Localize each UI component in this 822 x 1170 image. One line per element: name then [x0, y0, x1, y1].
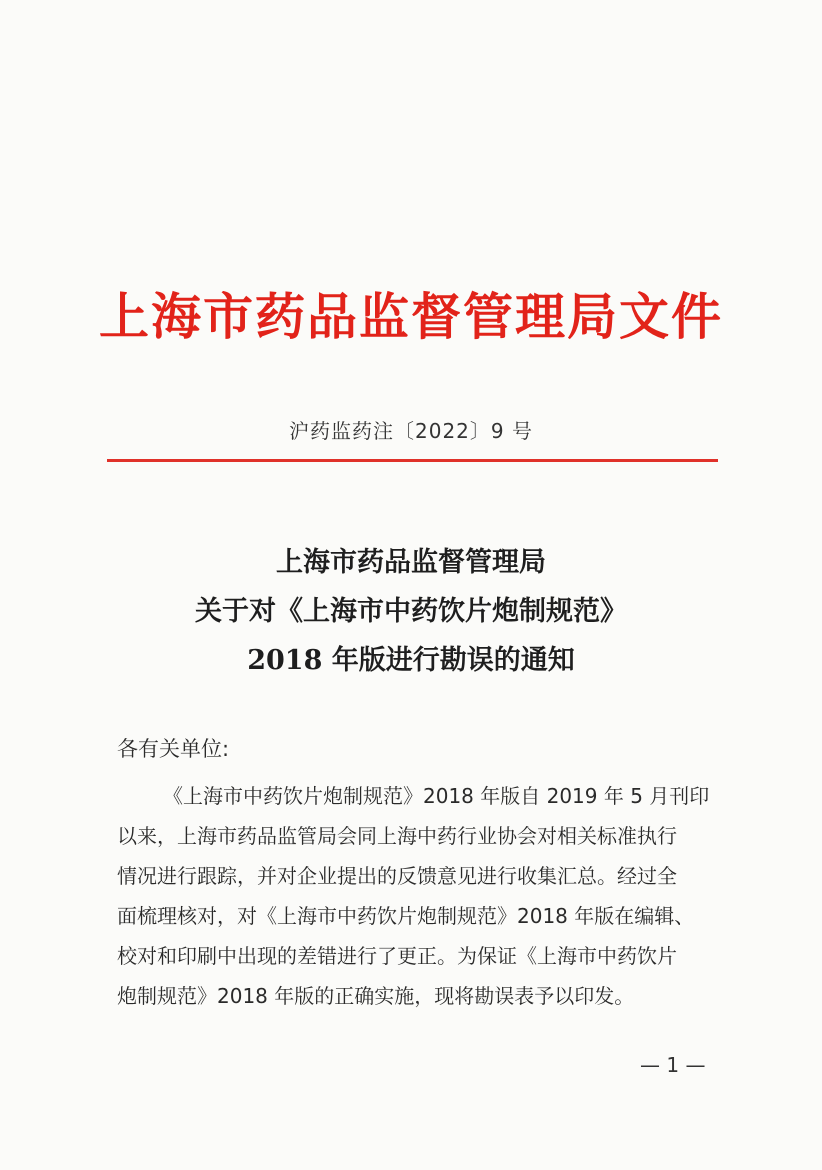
body-line-3: 情况进行跟踪，并对企业提出的反馈意见进行收集汇总。经过全 — [117, 864, 677, 888]
body-line-1: 《上海市中药饮片炮制规范》2018 年版自 2019 年 5 月刊印 — [163, 784, 710, 808]
agency-header-title: 上海市药品监督管理局文件 — [99, 287, 723, 346]
title-line-3: 2018 年版进行勘误的通知 — [247, 645, 575, 676]
header-divider-line — [107, 459, 718, 462]
body-line-6: 炮制规范》2018 年版的正确实施，现将勘误表予以印发。 — [117, 984, 635, 1008]
document-title — [0, 538, 822, 685]
body-line-4: 面梳理核对，对《上海市中药饮片炮制规范》2018 年版在编辑、 — [117, 904, 695, 928]
body-line-5: 校对和印刷中出现的差错进行了更正。为保证《上海市中药饮片 — [117, 944, 677, 968]
document-number: 沪药监药注〔2022〕9 号 — [289, 419, 533, 443]
page-number: — 1 — — [640, 1053, 706, 1077]
body-line-2: 以来，上海市药品监管局会同上海中药行业协会对相关标准执行 — [117, 824, 677, 848]
salutation: 各有关单位: — [117, 737, 230, 761]
title-line-2: 关于对《上海市中药饮片炮制规范》 — [195, 596, 627, 627]
title-line-1: 上海市药品监督管理局 — [276, 547, 546, 578]
